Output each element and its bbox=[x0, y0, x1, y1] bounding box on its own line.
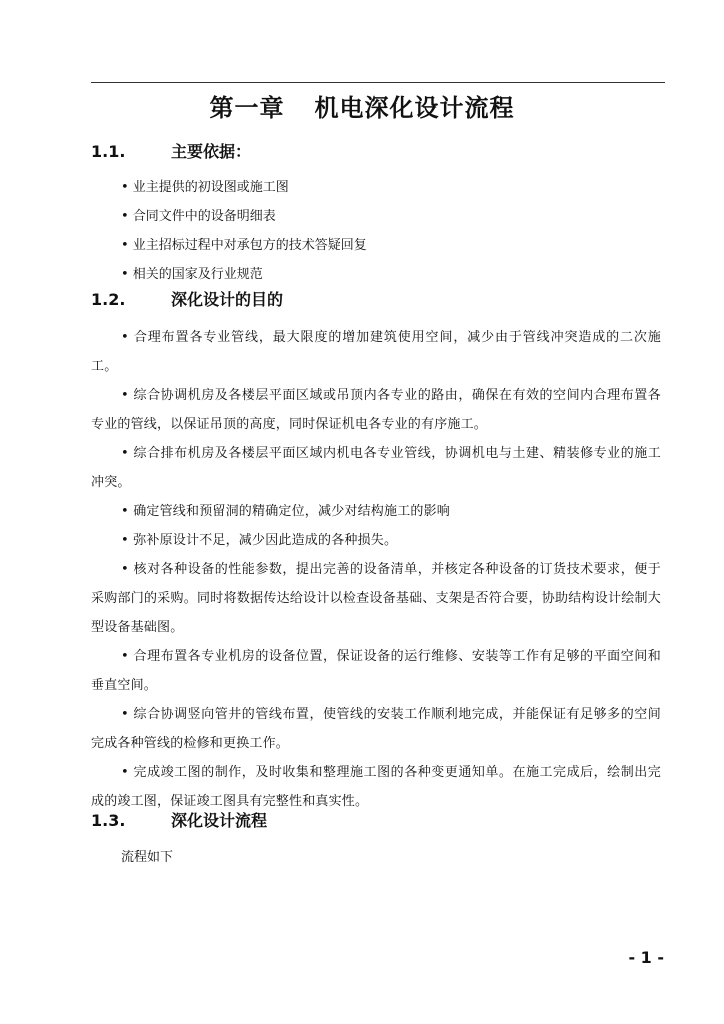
section-title: 主要依据： bbox=[171, 142, 252, 161]
flow-note: 流程如下 bbox=[121, 850, 174, 865]
paragraph: • 综合协调机房及各楼层平面区域或吊顶内各专业的路由，确保在有效的空间内合理布置各专业的管线，以保证吊顶的高度，同时保证机电各专业的有序施工。 bbox=[91, 388, 661, 432]
chapter-title bbox=[0, 88, 724, 123]
paragraph: • 完成竣工图的制作，及时收集和整理施工图的各种变更通知单。在施工完成后，绘制出完成的竣工图，保证竣工图具有完整性和真实性。 bbox=[91, 765, 661, 809]
paragraph: • 综合排布机房及各楼层平面区域内机电各专业管线，协调机电与土建、精装修专业的施工冲突。 bbox=[91, 446, 661, 490]
paragraph: • 弥补原设计不足，减少因此造成的各种损失。 bbox=[121, 533, 398, 548]
paragraph: • 核对各种设备的性能参数，提出完善的设备清单，并核定各种设备的订货技术要求，便于采购部门的采购。同时将数据传达给设计以检查设备基础、支架是否符合要，协助结构设计绘制大型设备基础图。 bbox=[91, 562, 661, 635]
section-number: 1.1. bbox=[91, 142, 126, 161]
section-number: 1.3. bbox=[91, 811, 126, 830]
paragraph: • 确定管线和预留洞的精确定位，减少对结构施工的影响 bbox=[121, 504, 451, 519]
list-item: • 业主招标过程中对承包方的技术答疑回复 bbox=[121, 238, 367, 253]
section-title: 深化设计流程 bbox=[171, 811, 268, 830]
paragraph: • 综合协调竖向管井的管线布置，使管线的安装工作顺利地完成，并能保证有足够多的空间完成各种管线的检修和更换工作。 bbox=[91, 707, 661, 751]
chapter-label: 第一章 bbox=[209, 94, 285, 122]
list-item: • 业主提供的初设图或施工图 bbox=[121, 180, 289, 195]
section-number: 1.2. bbox=[91, 290, 126, 309]
section-title: 深化设计的目的 bbox=[171, 290, 284, 309]
list-item: • 合同文件中的设备明细表 bbox=[121, 209, 276, 224]
header-rule bbox=[91, 82, 665, 83]
paragraph: • 合理布置各专业机房的设备位置，保证设备的运行维修、安装等工作有足够的平面空间和垂直空间。 bbox=[91, 649, 661, 693]
paragraph: • 合理布置各专业管线，最大限度的增加建筑使用空间，减少由于管线冲突造成的二次施工。 bbox=[91, 330, 661, 374]
list-item: • 相关的国家及行业规范 bbox=[121, 267, 263, 282]
chapter-title-text: 机电深化设计流程 bbox=[314, 94, 515, 122]
page-number: - 1 - bbox=[628, 948, 664, 967]
